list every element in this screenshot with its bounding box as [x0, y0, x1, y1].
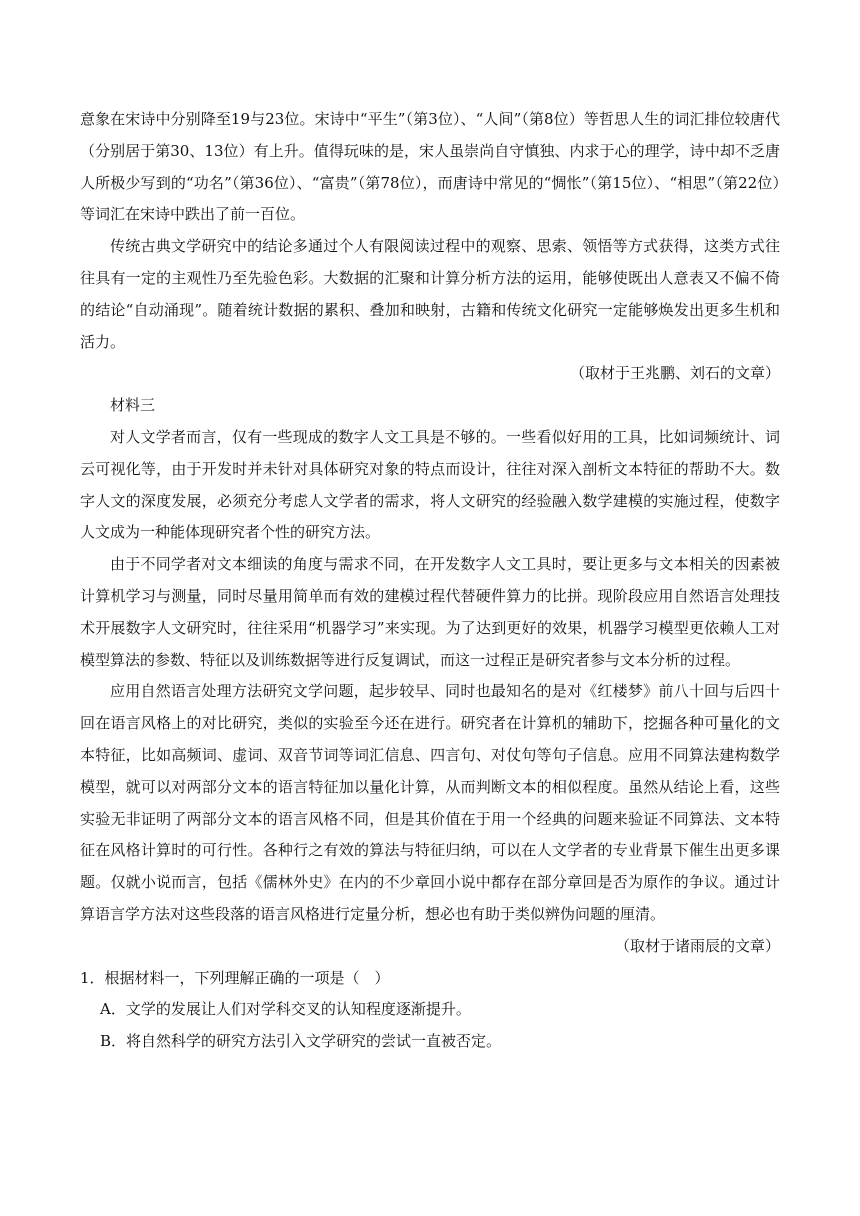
- material-three-heading: 材料三: [110, 396, 156, 415]
- source-attribution-2: （取材于诸雨辰的文章）: [614, 936, 780, 955]
- paragraph-conclusion: 传统古典文学研究中的结论多通过个人有限阅读过程中的观察、思索、领悟等方式获得，这类方式往往具有一定的主观性乃至先验色彩。大数据的汇聚和计算分析方法的运用，能够使既出人意表又不偏不倚的结论“自动涌现”。随着统计数据的累积、叠加和映射，古籍和传统文化研究一定能够焕发出更多生机和活力。: [80, 237, 780, 351]
- document-body: [80, 104, 780, 1058]
- option-b: B．将自然科学的研究方法引入文学研究的尝试一直被否定。: [100, 1032, 502, 1051]
- paragraph-continued: 意象在宋诗中分别降至19与23位。宋诗中“平生”（第3位）、“人间”（第8位）等哲思人生的词汇排位较唐代（分别居于第30、13位）有上升。值得玩味的是，宋人虽崇尚自守慎独、内求于心的理学，诗中却不乏唐人所极少写到的“功名”（第36位）、“富贵”（第78位），而唐诗中常见的“惆怅”（第15位）、“相思”（第22位）等词汇在宋诗中跌出了前一百位。: [80, 110, 780, 224]
- option-a: A．文学的发展让人们对学科交叉的认知程度逐渐提升。: [100, 1000, 471, 1019]
- source-attribution-1: （取材于王兆鹏、刘石的文章）: [569, 364, 780, 383]
- paragraph-material3-2: 由于不同学者对文本细读的角度与需求不同，在开发数字人文工具时，要让更多与文本相关的因素被计算机学习与测量，同时尽量用简单而有效的建模过程代替硬件算力的比拼。现阶段应用自然语言处理技术开展数字人文研究时，往往采用“机器学习”来实现。为了达到更好的效果，机器学习模型更依赖人工对模型算法的参数、特征以及训练数据等进行反复调试，而这一过程正是研究者参与文本分析的过程。: [80, 555, 780, 669]
- paragraph-material3-1: 对人文学者而言，仅有一些现成的数字人文工具是不够的。一些看似好用的工具，比如词频统计、词云可视化等，由于开发时并未针对具体研究对象的特点而设计，往往对深入剖析文本特征的帮助不大。数字人文的深度发展，必须充分考虑人文学者的需求，将人文研究的经验融入数学建模的实施过程，使数字人文成为一种能体现研究者个性的研究方法。: [80, 427, 780, 542]
- question-stem: 1．根据材料一，下列理解正确的一项是（ ）: [80, 968, 390, 987]
- paragraph-material3-3: 应用自然语言处理方法研究文学问题，起步较早、同时也最知名的是对《红楼梦》前八十回与后四十回在语言风格上的对比研究，类似的实验至今还在进行。研究者在计算机的辅助下，挖掘各种可量化的文本特征，比如高频词、虚词、双音节词等词汇信息、四言句、对仗句等句子信息。应用不同算法建构数学模型，就可以对两部分文本的语言特征加以量化计算，从而判断文本的相似程度。虽然从结论上看，这些实验无非证明了两部分文本的语言风格不同，但是其价值在于用一个经典的问题来验证不同算法、文本特征在风格计算时的可行性。各种行之有效的算法与特征归纳，可以在人文学者的专业背景下催生出更多课题。仅就小说而言，包括《儒林外史》在内的不少章回小说中都存在部分章回是否为原作的争议。通过计算语言学方法对这些段落的语言风格进行定量分析，想必也有助于类似辨伪问题的厘清。: [80, 682, 780, 923]
